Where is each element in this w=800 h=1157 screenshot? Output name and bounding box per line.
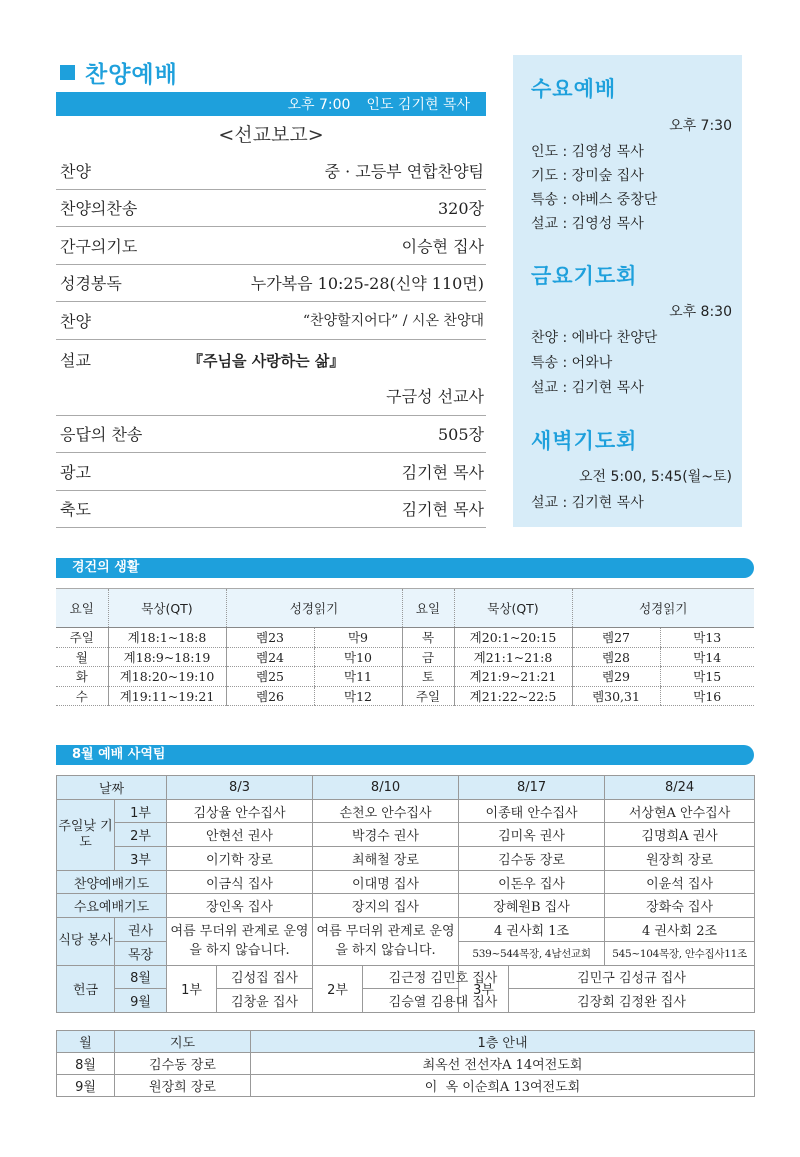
- name-cell: 원장희 장로: [605, 847, 755, 871]
- cell: 렘25: [226, 667, 314, 687]
- praise-service-title: 찬양예배: [85, 61, 178, 88]
- cell: 계18:1~18:8: [108, 628, 226, 648]
- name-cell: 장지의 집사: [313, 894, 459, 918]
- name-cell: 장인옥 집사: [167, 894, 313, 918]
- devotion-table: [56, 588, 754, 706]
- table-row: [56, 647, 754, 667]
- cell: 계18:20~19:10: [108, 667, 226, 687]
- order-row: [56, 227, 486, 265]
- order-value: 누가복음 10:25-28(신약 110면): [250, 274, 484, 294]
- praise-subtitle: <선교보고>: [218, 124, 324, 146]
- part-label: 2부: [115, 823, 167, 847]
- name-cell: 김수동 장로: [459, 847, 605, 871]
- table-row: [57, 965, 755, 989]
- order-label: 간구의기도: [60, 236, 138, 256]
- cell: 계19:11~19:21: [108, 686, 226, 706]
- fri-prayer-line: 설교 : 김기현 목사: [531, 380, 644, 396]
- cell: 9월: [57, 1075, 115, 1097]
- date-cell: 8/24: [605, 776, 755, 800]
- date-cell: 8/17: [459, 776, 605, 800]
- cell: 막14: [660, 647, 754, 667]
- praise-service-header: [56, 55, 486, 89]
- square-bullet-icon: [60, 65, 75, 80]
- cell: 렘27: [572, 628, 660, 648]
- name-cell: 박경수 권사: [313, 823, 459, 847]
- col-header: 성경읽기: [572, 589, 754, 628]
- part-label: 1부: [115, 799, 167, 823]
- name-cell: 안현선 권사: [167, 823, 313, 847]
- dawn-prayer-line: 설교 : 김기현 목사: [531, 495, 644, 511]
- cell: 김수동 장로: [115, 1053, 251, 1075]
- sermon-preacher: 구금성 선교사: [386, 386, 484, 406]
- cell: 토: [402, 667, 454, 687]
- order-row: [56, 453, 486, 491]
- name-cell: 4 권사회 1조: [459, 918, 605, 942]
- col-header: 1층 안내: [251, 1031, 755, 1053]
- order-row: [56, 302, 486, 340]
- order-label: 응답의 찬송: [60, 425, 143, 445]
- date-cell: 8/3: [167, 776, 313, 800]
- col-header: 월: [57, 1031, 115, 1053]
- order-row: [56, 152, 486, 190]
- order-value: 320장: [438, 199, 484, 219]
- sub-label: 권사: [115, 918, 167, 942]
- fri-prayer-line: 특송 : 어와나: [531, 355, 613, 371]
- table-row: [56, 686, 754, 706]
- cell: 주일: [402, 686, 454, 706]
- devotion-header: 경건의 생활: [56, 558, 754, 578]
- sunday-prayer-label: 주일낮 기도: [57, 799, 115, 870]
- table-row: [57, 918, 755, 942]
- col-header: 묵상(QT): [108, 589, 226, 628]
- col-header: 요일: [402, 589, 454, 628]
- cell: 금: [402, 647, 454, 667]
- dawn-prayer-time: 오전 5:00, 5:45(월~토): [579, 469, 732, 485]
- dawn-prayer-title: 새벽기도회: [531, 429, 638, 453]
- fri-prayer-time: 오후 8:30: [669, 304, 732, 320]
- table-row: [56, 628, 754, 648]
- cell: 렘29: [572, 667, 660, 687]
- order-value: 505장: [438, 425, 484, 445]
- order-row: [56, 491, 486, 529]
- sermon-row: [56, 340, 486, 416]
- praise-service-section: [56, 55, 486, 528]
- name-cell: 최해철 장로: [313, 847, 459, 871]
- sermon-label: 설교: [60, 350, 91, 370]
- meal-notice: 여름 무더위 관계로 운영을 하지 않습니다.: [313, 918, 459, 965]
- part-label: 3부: [459, 965, 509, 1012]
- name-cell: 손천오 안수집사: [313, 799, 459, 823]
- sermon-title: 『주님을 사랑하는 삶』: [188, 351, 345, 370]
- cell: 막11: [314, 667, 402, 687]
- weekday-services-panel: [513, 55, 742, 527]
- name-cell: 김장회 김정완 집사: [509, 989, 755, 1013]
- name-cell: 서상현A 안수집사: [605, 799, 755, 823]
- order-value: 김기현 목사: [401, 462, 484, 482]
- name-cell: 김명희A 권사: [605, 823, 755, 847]
- wed-service-line: 기도 : 장미숲 집사: [531, 168, 644, 184]
- meal-service-label: 식당 봉사: [57, 918, 115, 965]
- order-value: 이승현 집사: [401, 236, 484, 256]
- table-row: [57, 894, 755, 918]
- guide-table: [56, 1030, 755, 1097]
- col-header: 묵상(QT): [454, 589, 572, 628]
- order-label: 축도: [60, 500, 91, 520]
- table-row: [57, 776, 755, 800]
- offering-label: 헌금: [57, 965, 115, 1012]
- name-text: 김근정 김민호 집사: [388, 971, 498, 987]
- cell: 목: [402, 628, 454, 648]
- wed-service-line: 특송 : 야베스 중창단: [531, 192, 658, 208]
- cell: 렘30,31: [572, 686, 660, 706]
- cell: 월: [56, 647, 108, 667]
- cell: 막13: [660, 628, 754, 648]
- part-label: 1부: [167, 965, 217, 1012]
- wed-service-title: 수요예배: [531, 77, 617, 101]
- name-cell: 이대명 집사: [313, 870, 459, 894]
- order-label: 성경봉독: [60, 274, 122, 294]
- cell: 화: [56, 667, 108, 687]
- table-row: [56, 667, 754, 687]
- cell: 계21:22~22:5: [454, 686, 572, 706]
- name-cell: 김창윤 집사: [217, 989, 313, 1013]
- cell: 막12: [314, 686, 402, 706]
- table-row: [57, 799, 755, 823]
- cell: 렘23: [226, 628, 314, 648]
- name-cell: 김상율 안수집사: [167, 799, 313, 823]
- name-cell: 539~544목장, 4남선교회: [459, 941, 605, 965]
- table-row: [57, 1075, 755, 1097]
- cell: 막9: [314, 628, 402, 648]
- meal-notice: 여름 무더위 관계로 운영을 하지 않습니다.: [167, 918, 313, 965]
- part-label: 2부: [313, 965, 363, 1012]
- name-cell: 이돈우 집사: [459, 870, 605, 894]
- order-row: [56, 190, 486, 228]
- name-cell: 4 권사회 2조: [605, 918, 755, 942]
- cell: 계21:9~21:21: [454, 667, 572, 687]
- table-row: [57, 1031, 755, 1053]
- name-cell: 이금식 집사: [167, 870, 313, 894]
- part-label: 3부: [115, 847, 167, 871]
- cell: 계21:1~21:8: [454, 647, 572, 667]
- wed-service-line: 설교 : 김영성 목사: [531, 216, 644, 232]
- order-label: 찬양: [60, 311, 91, 331]
- name-cell: 이윤석 집사: [605, 870, 755, 894]
- name-cell: 이종태 안수집사: [459, 799, 605, 823]
- name-cell: 장화숙 집사: [605, 894, 755, 918]
- col-header: 요일: [56, 589, 108, 628]
- table-row: [57, 989, 755, 1013]
- name-cell: 김민구 김성규 집사: [509, 965, 755, 989]
- order-label: 찬양: [60, 161, 91, 181]
- table-row: [57, 1053, 755, 1075]
- order-label: 찬양의찬송: [60, 199, 138, 219]
- name-cell: 김성집 집사: [217, 965, 313, 989]
- devotion-header-row: [56, 589, 754, 628]
- date-cell: 8/10: [313, 776, 459, 800]
- month-label: 8월: [115, 965, 167, 989]
- order-value: “찬양할지어다” / 시온 찬양대: [302, 313, 484, 330]
- cell: 이 옥 이순희A 13여전도회: [251, 1075, 755, 1097]
- name-cell: 이기학 장로: [167, 847, 313, 871]
- order-label: 광고: [60, 462, 91, 482]
- wed-service-line: 인도 : 김영성 목사: [531, 144, 644, 160]
- order-row: [56, 416, 486, 454]
- fri-prayer-line: 찬양 : 에바다 찬양단: [531, 330, 658, 346]
- ministry-team-header: 8월 예배 사역팀: [56, 745, 754, 765]
- fri-prayer-title: 금요기도회: [531, 264, 638, 288]
- cell: 계18:9~18:19: [108, 647, 226, 667]
- wed-service-time: 오후 7:30: [669, 118, 732, 134]
- cell: 막16: [660, 686, 754, 706]
- cell: 원장희 장로: [115, 1075, 251, 1097]
- ministry-team-table: [56, 775, 755, 1013]
- month-label: 9월: [115, 989, 167, 1013]
- name-cell: [363, 965, 498, 989]
- table-row: [57, 823, 755, 847]
- table-row: [57, 870, 755, 894]
- cell: 막10: [314, 647, 402, 667]
- cell: 최옥선 전선자A 14여전도회: [251, 1053, 755, 1075]
- cell: 막15: [660, 667, 754, 687]
- name-cell: 장혜원B 집사: [459, 894, 605, 918]
- col-header: 성경읽기: [226, 589, 402, 628]
- cell: 렘28: [572, 647, 660, 667]
- cell: 렘24: [226, 647, 314, 667]
- order-row: [56, 265, 486, 303]
- cell: 8월: [57, 1053, 115, 1075]
- cell: 렘26: [226, 686, 314, 706]
- order-value: 중 · 고등부 연합찬양팀: [324, 161, 484, 181]
- cell: 계20:1~20:15: [454, 628, 572, 648]
- cell: 수: [56, 686, 108, 706]
- row-label: 찬양예배기도: [57, 870, 167, 894]
- date-label: 날짜: [57, 776, 167, 800]
- praise-leader: 인도 김기현 목사: [366, 97, 470, 113]
- name-cell: 545~104목장, 안수집사11조: [605, 941, 755, 965]
- col-header: 지도: [115, 1031, 251, 1053]
- praise-time: 오후 7:00: [287, 97, 351, 113]
- cell: 주일: [56, 628, 108, 648]
- name-text: 김승열 김용대 집사: [388, 995, 498, 1011]
- praise-time-bar: [56, 92, 486, 116]
- name-cell: 김미옥 권사: [459, 823, 605, 847]
- row-label: 수요예배기도: [57, 894, 167, 918]
- table-row: [57, 847, 755, 871]
- order-value: 김기현 목사: [401, 500, 484, 520]
- sub-label: 목장: [115, 941, 167, 965]
